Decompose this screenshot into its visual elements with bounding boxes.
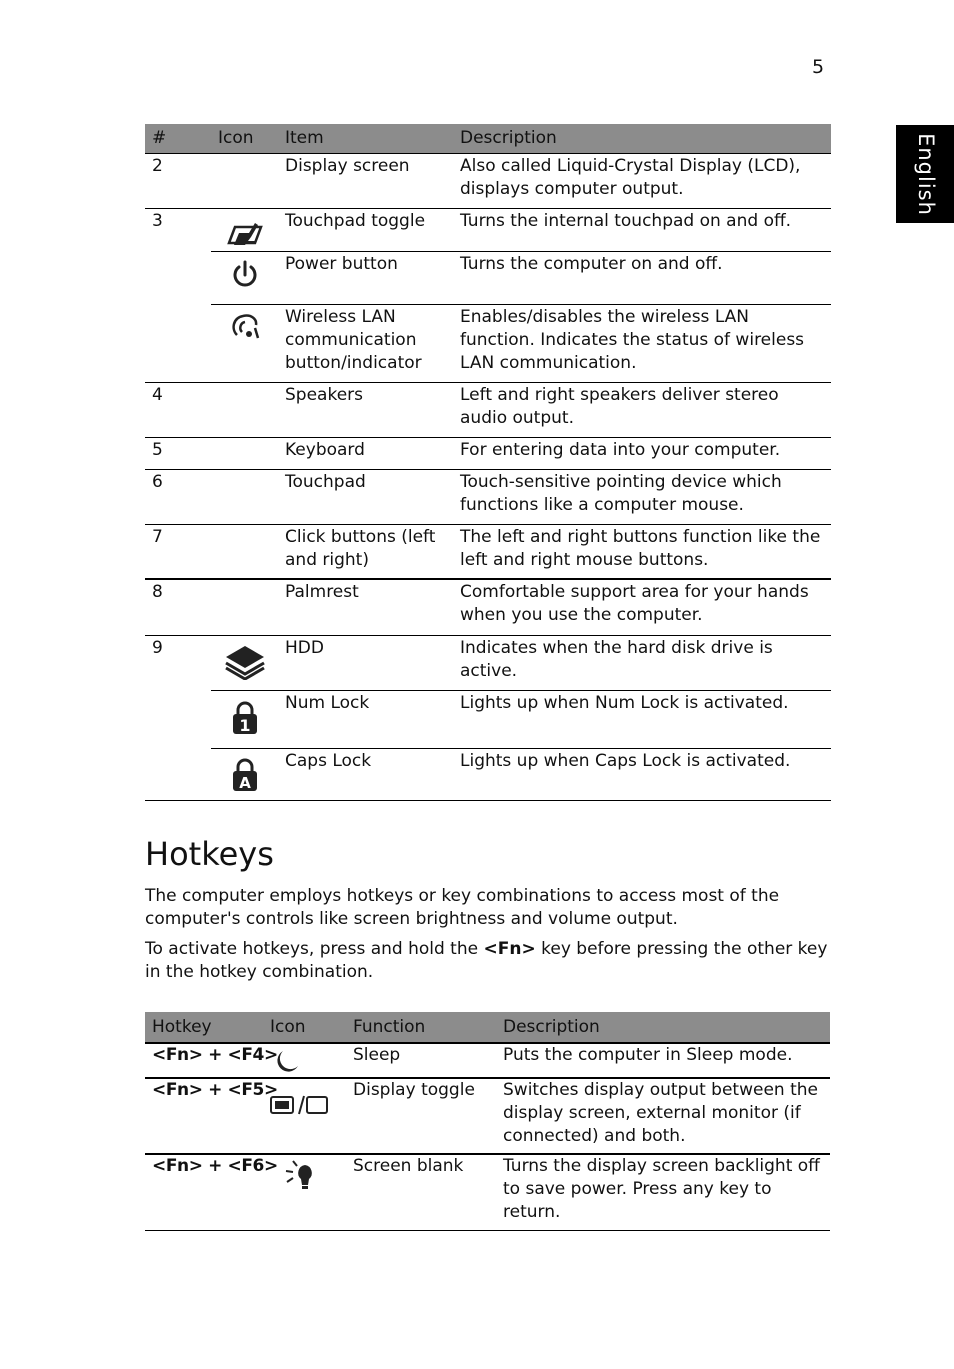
caps-lock-icon [231, 758, 259, 792]
row-num: 6 [145, 469, 211, 524]
row-description: Lights up when Num Lock is activated. [453, 690, 831, 748]
row-item: Touchpad [278, 469, 453, 524]
row-item: Caps Lock [278, 748, 453, 800]
row-hotkey [145, 1043, 278, 1078]
header-function: Function [346, 1012, 496, 1043]
row-item: Palmrest [278, 579, 453, 635]
display-toggle-icon [269, 1093, 329, 1117]
row-item: Keyboard [278, 437, 453, 469]
table-row [145, 579, 831, 635]
row-num [145, 304, 211, 382]
screen-blank-icon [283, 1157, 319, 1193]
table-row [145, 304, 831, 382]
row-icon [211, 635, 278, 690]
row-description: Turns the computer on and off. [453, 251, 831, 304]
table-row [145, 382, 831, 437]
table-row [145, 153, 831, 208]
page-number: 5 [812, 56, 825, 78]
row-item: Display screen [285, 155, 410, 176]
row-item: HDD [278, 635, 453, 690]
power-icon [229, 259, 261, 291]
wireless-lan-icon [229, 310, 261, 342]
row-icon [211, 748, 278, 800]
svg-text:1: 1 [238, 715, 251, 735]
row-description: The left and right buttons function like the left and right mouse buttons. [453, 524, 831, 579]
table-row [145, 437, 831, 469]
row-description: Turns the internal touchpad on and off. [453, 208, 831, 251]
table-row [145, 1043, 830, 1078]
row-item: Touchpad toggle [278, 208, 453, 251]
hotkeys-activation-paragraph [145, 938, 835, 984]
row-icon [211, 469, 278, 524]
row-num: 2 [152, 155, 163, 176]
row-description: Enables/disables the wireless LAN function. Indicates the status of wireless LAN communication. [453, 304, 831, 382]
hotkeys-heading: Hotkeys [145, 835, 274, 873]
parts-table [145, 124, 831, 801]
para2-text-before: To activate hotkeys, press and hold the [145, 939, 484, 959]
row-num [145, 748, 211, 800]
row-icon [211, 690, 278, 748]
row-description: For entering data into your computer. [453, 437, 831, 469]
fn-key-label: <Fn> [483, 939, 536, 959]
table-row [145, 208, 831, 251]
row-description: Puts the computer in Sleep mode. [496, 1043, 830, 1078]
table-row [145, 469, 831, 524]
para2-text-after: key before pressing the other key in the hotkey combination. [145, 939, 828, 982]
row-icon [211, 251, 278, 304]
header-description: Description [496, 1012, 830, 1043]
row-item: Power button [278, 251, 453, 304]
hotkey-table [145, 1012, 830, 1231]
row-num: 5 [145, 437, 211, 469]
touchpad-toggle-icon [225, 219, 265, 247]
table-row [145, 748, 831, 800]
row-hotkey [145, 1154, 278, 1230]
table-row [145, 690, 831, 748]
row-icon [211, 153, 278, 208]
row-description: Comfortable support area for your hands when you use the computer. [453, 579, 831, 635]
row-item: Speakers [278, 382, 453, 437]
row-num: 8 [145, 579, 211, 635]
row-hotkey [145, 1078, 278, 1154]
hotkey-combo: <Fn> + <F6> [152, 1156, 278, 1176]
parts-table-header [145, 124, 831, 153]
row-num: 9 [145, 635, 211, 690]
row-num: 7 [145, 524, 211, 579]
hotkey-combo: <Fn> + <F5> [152, 1080, 278, 1100]
hotkey-combo: <Fn> + <F4> [152, 1045, 278, 1065]
row-icon [211, 437, 278, 469]
row-item: Num Lock [278, 690, 453, 748]
row-description: Indicates when the hard disk drive is active. [453, 635, 831, 690]
row-description: Lights up when Caps Lock is activated. [453, 748, 831, 800]
table-row [145, 251, 831, 304]
hotkey-table-header [145, 1012, 830, 1043]
hdd-icon [224, 644, 266, 680]
row-num: 3 [145, 208, 211, 251]
hotkeys-intro-paragraph: The computer employs hotkeys or key combinations to access most of the computer's controls like screen brightness and volume output. [145, 886, 780, 929]
row-description: Switches display output between the display screen, external monitor (if connected) and both. [496, 1078, 830, 1154]
language-tab-label: English [913, 132, 938, 216]
table-row [145, 635, 831, 690]
svg-text:A: A [238, 773, 251, 792]
row-num [145, 690, 211, 748]
row-icon [211, 208, 278, 251]
header-num: # [145, 124, 211, 153]
row-num: 4 [145, 382, 211, 437]
header-hotkey: Hotkey [145, 1012, 263, 1043]
table-row [145, 524, 831, 579]
header-icon: Icon [263, 1012, 346, 1043]
row-function: Sleep [346, 1043, 496, 1078]
header-description: Description [453, 124, 831, 153]
row-item: Wireless LAN communication button/indicator [278, 304, 453, 382]
row-icon [211, 579, 278, 635]
row-icon [211, 304, 278, 382]
header-icon: Icon [211, 124, 278, 153]
table-row [145, 1154, 830, 1230]
row-description: Touch-sensitive pointing device which functions like a computer mouse. [453, 469, 831, 524]
row-icon [211, 382, 278, 437]
row-function: Display toggle [346, 1078, 496, 1154]
language-tab [896, 125, 954, 223]
row-num [145, 251, 211, 304]
row-description: Turns the display screen backlight off to save power. Press any key to return. [496, 1154, 830, 1230]
row-description: Left and right speakers deliver stereo audio output. [453, 382, 831, 437]
num-lock-icon [231, 701, 259, 735]
row-function: Screen blank [346, 1154, 496, 1230]
table-row [145, 1078, 830, 1154]
header-item: Item [278, 124, 453, 153]
row-description: Also called Liquid-Crystal Display (LCD), displays computer output. [460, 155, 801, 199]
row-icon [211, 524, 278, 579]
row-item: Click buttons (left and right) [278, 524, 453, 579]
